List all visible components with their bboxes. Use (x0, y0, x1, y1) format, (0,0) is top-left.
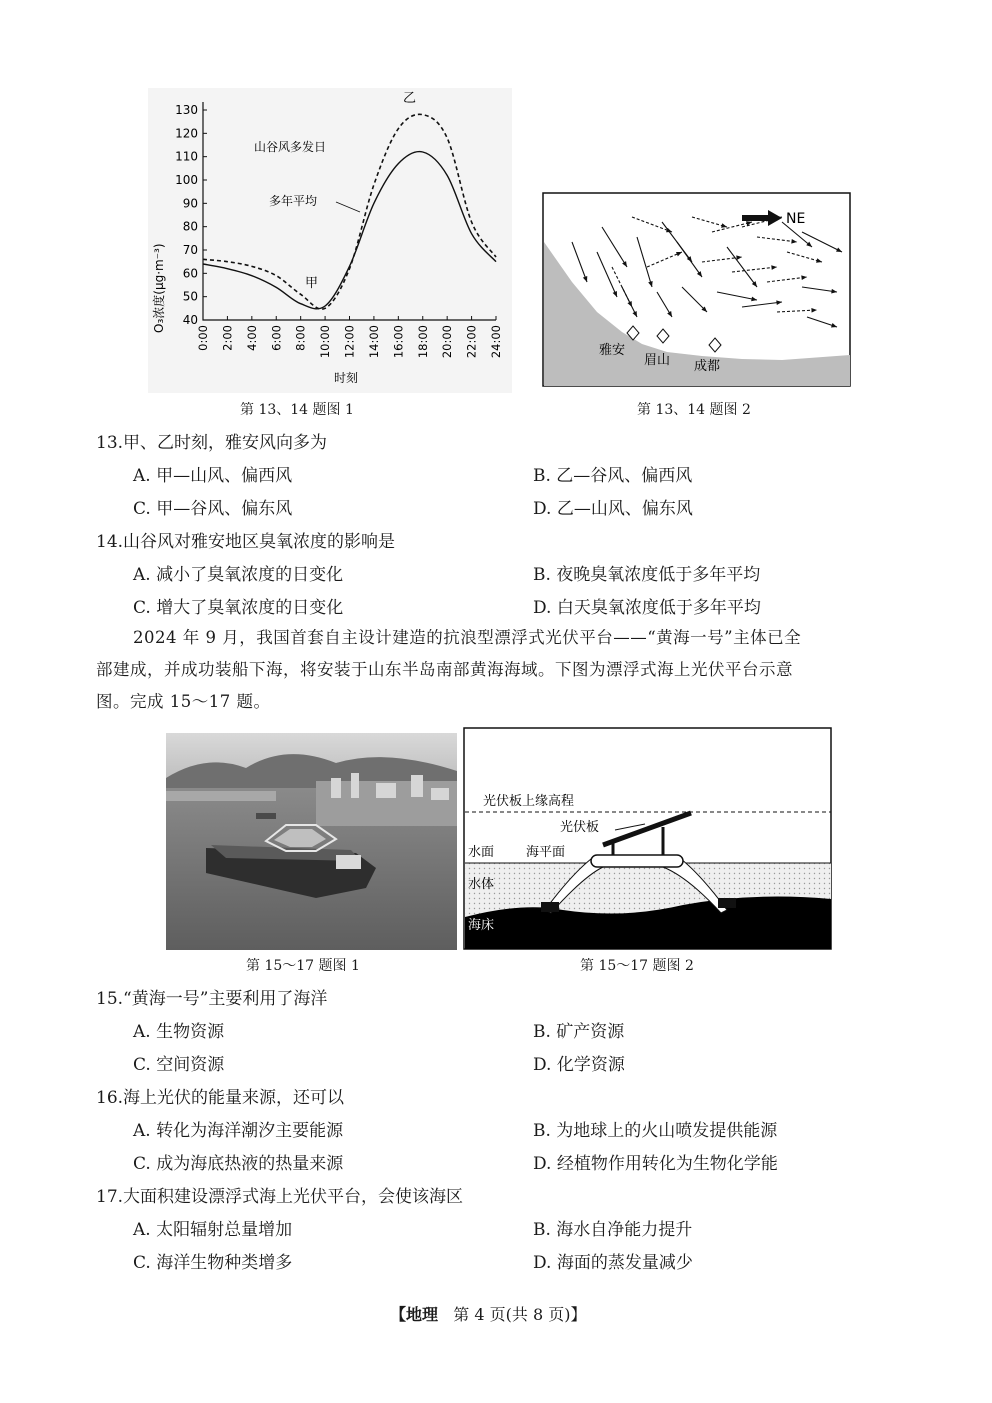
figure-3-photo (166, 733, 457, 950)
figure-4-caption: 第 15～17 题图 2 (580, 958, 694, 974)
platform-ship-photo (166, 733, 457, 950)
figure-1-chart (148, 88, 512, 393)
y-tick-label: 60 (182, 266, 198, 281)
question-15-stem: 15.“黄海一号”主要利用了海洋 (96, 989, 328, 1009)
q13-option-c[interactable]: C. 甲—谷风、偏东风 (133, 499, 293, 519)
x-tick-label: 8:00 (293, 325, 308, 351)
x-tick-label: 0:00 (196, 325, 210, 351)
label-pv-panel: 光伏板 (560, 820, 600, 835)
y-tick-label: 80 (182, 219, 198, 234)
float-pontoon (591, 855, 683, 867)
figure-2-caption: 第 13、14 题图 2 (637, 402, 751, 418)
q17-option-b[interactable]: B. 海水自净能力提升 (533, 1220, 693, 1240)
q16-option-c[interactable]: C. 成为海底热液的热量来源 (133, 1154, 344, 1174)
y-tick-label: 90 (182, 196, 198, 211)
passage-line-3: 图。完成 15～17 题。 (96, 692, 271, 711)
q13-option-b[interactable]: B. 乙—谷风、偏西风 (533, 466, 693, 486)
figure-1-caption: 第 13、14 题图 1 (240, 402, 354, 418)
q15-option-b[interactable]: B. 矿产资源 (533, 1022, 625, 1042)
q16-option-d[interactable]: D. 经植物作用转化为生物化学能 (533, 1154, 778, 1174)
x-axis-label: 时刻 (334, 371, 359, 385)
label-water-surface: 水面 (468, 845, 495, 860)
x-tick-label: 6:00 (269, 325, 284, 351)
x-tick-label: 24:00 (489, 325, 503, 359)
figure-2-wind-map (542, 192, 852, 388)
anchor-right (718, 898, 736, 908)
figure-3-caption: 第 15～17 题图 1 (246, 958, 360, 974)
q14-option-d[interactable]: D. 白天臭氧浓度低于多年平均 (533, 598, 761, 618)
x-tick-label: 4:00 (244, 325, 259, 351)
q15-option-a[interactable]: A. 生物资源 (133, 1022, 225, 1042)
y-axis-label: O₃浓度(μg·m⁻³) (152, 243, 166, 333)
y-tick-label: 120 (175, 126, 198, 141)
ne-legend-label: NE (786, 211, 806, 227)
wind-direction-map (542, 192, 852, 388)
q14-option-b[interactable]: B. 夜晚臭氧浓度低于多年平均 (533, 565, 761, 585)
x-tick-label: 22:00 (464, 325, 479, 359)
q15-option-d[interactable]: D. 化学资源 (533, 1055, 625, 1075)
question-16-stem: 16.海上光伏的能量来源，还可以 (96, 1088, 345, 1108)
q17-option-d[interactable]: D. 海面的蒸发量减少 (533, 1253, 693, 1273)
q13-option-a[interactable]: A. 甲—山风、偏西风 (133, 466, 293, 486)
page-footer (390, 1302, 586, 1325)
question-14-stem: 14.山谷风对雅安地区臭氧浓度的影响是 (96, 532, 396, 552)
x-tick-label: 20:00 (440, 325, 455, 359)
series-label-valley-wind: 山谷风多发日 (254, 140, 327, 154)
anchor-left (541, 902, 559, 912)
y-tick-label: 50 (182, 289, 198, 304)
series-label-average: 多年平均 (269, 194, 318, 208)
q16-option-a[interactable]: A. 转化为海洋潮汐主要能源 (133, 1121, 344, 1141)
q14-option-c[interactable]: C. 增大了臭氧浓度的日变化 (133, 598, 344, 618)
footer-subject: 【地理 (390, 1305, 439, 1324)
q17-option-a[interactable]: A. 太阳辐射总量增加 (133, 1220, 293, 1240)
label-seabed: 海床 (468, 918, 495, 933)
x-tick-label: 12:00 (342, 325, 357, 359)
label-water-body: 水体 (468, 877, 495, 892)
passage-line-2: 部建成，并成功装船下海，将安装于山东半岛南部黄海海域。下图为漂浮式海上光伏平台示意 (96, 660, 793, 679)
label-yi: 乙 (403, 91, 417, 106)
q14-option-a[interactable]: A. 减小了臭氧浓度的日变化 (133, 565, 344, 585)
y-tick-label: 130 (175, 103, 198, 117)
x-tick-label: 16:00 (391, 325, 406, 359)
x-tick-label: 18:00 (415, 325, 430, 359)
y-tick-label: 40 (182, 313, 198, 327)
x-tick-label: 10:00 (318, 325, 333, 359)
place-label-yaan: 雅安 (599, 343, 626, 358)
label-panel-top-elevation: 光伏板上缘高程 (483, 794, 575, 809)
o3-line-chart (148, 88, 512, 393)
q17-option-c[interactable]: C. 海洋生物种类增多 (133, 1253, 293, 1273)
place-label-meishan: 眉山 (644, 353, 671, 368)
label-jia: 甲 (305, 276, 319, 291)
footer-page-number: 第 4 页(共 8 页)】 (453, 1305, 587, 1324)
question-17-stem: 17.大面积建设漂浮式海上光伏平台，会使该海区 (96, 1187, 464, 1207)
passage-line-1: 2024 年 9 月，我国首套自主设计建造的抗浪型漂浮式光伏平台——“黄海一号”主体已全 (133, 628, 802, 647)
q13-option-d[interactable]: D. 乙—山风、偏东风 (533, 499, 693, 519)
floating-pv-schematic (463, 727, 833, 951)
y-tick-label: 70 (182, 243, 198, 257)
figure-4-schematic (463, 727, 833, 951)
q15-option-c[interactable]: C. 空间资源 (133, 1055, 225, 1075)
x-tick-label: 14:00 (366, 325, 381, 359)
y-tick-label: 110 (175, 149, 198, 164)
x-tick-label: 2:00 (220, 325, 235, 351)
place-label-chengdu: 成都 (694, 359, 721, 374)
y-tick-label: 100 (175, 173, 198, 187)
q16-option-b[interactable]: B. 为地球上的火山喷发提供能源 (533, 1121, 778, 1141)
label-sea-level: 海平面 (526, 845, 566, 860)
question-13-stem: 13.甲、乙时刻，雅安风向多为 (96, 433, 328, 453)
